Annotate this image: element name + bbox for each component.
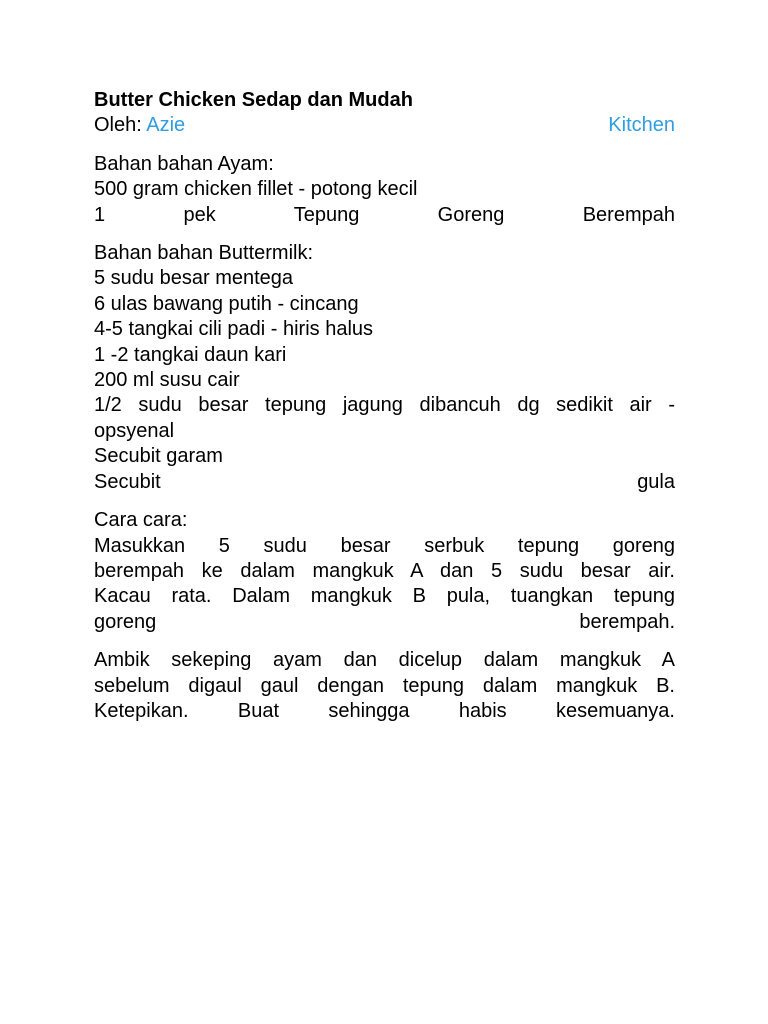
instruction-line: sebelum digaul gaul dengan tepung dalam mangkuk B. <box>94 674 675 697</box>
document-page <box>94 88 675 724</box>
byline <box>94 113 675 138</box>
section-heading-ayam: Bahan bahan Ayam: <box>94 152 274 175</box>
ingredient-item: 1 -2 tangkai daun kari <box>94 343 287 366</box>
byline-prefix: Oleh: <box>94 114 147 137</box>
author-link[interactable]: Azie <box>146 114 186 137</box>
author-suffix-link[interactable]: Kitchen <box>608 114 675 137</box>
ingredient-item: 1/2 sudu besar tepung jagung dibancuh dg sedikit air - <box>94 394 675 417</box>
instruction-line: Kacau rata. Dalam mangkuk B pula, tuangkan tepung <box>94 585 675 608</box>
section-heading-cara: Cara cara: <box>94 509 188 532</box>
ingredient-item: 4-5 tangkai cili padi - hiris halus <box>94 318 374 341</box>
section-heading-buttermilk: Bahan bahan Buttermilk: <box>94 242 314 265</box>
instruction-line: Ambik sekeping ayam dan dicelup dalam mangkuk A <box>94 649 675 672</box>
spacer <box>94 228 675 241</box>
ingredient-item: 6 ulas bawang putih - cincang <box>94 292 359 315</box>
recipe-title: Butter Chicken Sedap dan Mudah <box>94 89 413 111</box>
instruction-line: Ketepikan. Buat sehingga habis kesemuanya. <box>94 699 675 722</box>
spacer <box>94 635 675 648</box>
ingredient-item: 5 sudu besar mentega <box>94 267 294 290</box>
ingredient-item: 1 pek Tepung Goreng Berempah <box>94 203 675 226</box>
instruction-line: Masukkan 5 sudu besar serbuk tepung goreng <box>94 534 675 557</box>
ingredient-item: Secubit garam <box>94 445 223 468</box>
ingredient-item: opsyenal <box>94 419 175 442</box>
byline-left <box>94 113 185 138</box>
ingredient-item: Secubit gula <box>94 470 675 493</box>
ingredient-item: 500 gram chicken fillet - potong kecil <box>94 178 418 201</box>
instruction-line: berempah ke dalam mangkuk A dan 5 sudu besar air. <box>94 559 675 582</box>
ingredient-item: 200 ml susu cair <box>94 369 240 392</box>
spacer <box>94 495 675 508</box>
instruction-line: goreng berempah. <box>94 610 675 633</box>
spacer <box>94 139 675 152</box>
